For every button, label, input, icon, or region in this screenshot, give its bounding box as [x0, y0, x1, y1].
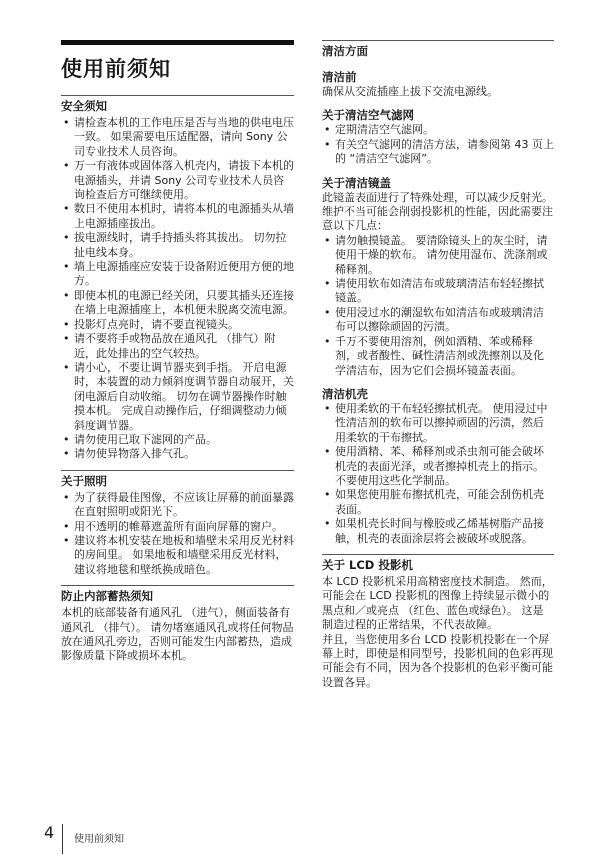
list-item: • 定期清洁空气滤网。 [322, 123, 554, 137]
lcd-section [322, 554, 554, 690]
list-item: • 即使本机的电源已经关闭，只要其插头还连接在墙上电源插座上，本机便未脱离交流电源。 [61, 289, 294, 318]
filter-heading: 关于清洁空气滤网 [322, 108, 414, 123]
safety-heading: 安全须知 [61, 99, 107, 113]
list-item: • 请勿触摸镜盖。 要清除镜头上的灰尘时，请使用干燥的软布。 请勿使用湿布、洗涤剂或稀释剂。 [322, 234, 554, 277]
lcd-heading: 关于 LCD 投影机 [322, 557, 413, 572]
safety-list [61, 116, 294, 462]
list-item: • 如果机壳长时间与橡胶或乙烯基树脂产品接触，机壳的表面涂层将会被破坏或脱落。 [322, 517, 554, 546]
cleaning-heading: 清洁方面 [322, 44, 368, 58]
list-item: • 数日不使用本机时，请将本机的电源插头从墙上电源插座拔出。 [61, 202, 294, 231]
heat-heading: 防止内部蓄热须知 [61, 589, 153, 604]
list-item: • 万一有液体或固体落入机壳内，请拔下本机的电源插头，并请 Sony 公司专业技术人员咨询检查后方可继续使用。 [61, 159, 294, 202]
list-item: • 如果您使用脏布擦拭机壳，可能会刮伤机壳表面。 [322, 488, 554, 517]
list-item: • 千万不要使用溶剂，例如酒精、苯或稀释剂，或者酸性、碱性清洁剂或洗擦剂以及化学清洁布，因为它们会损坏镜盖表面。 [322, 335, 554, 378]
list-item: • 使用柔软的干布轻轻擦拭机壳。 使用浸过中性清洁剂的软布可以擦掉顽固的污渍，然后用柔软的干布擦拭。 [322, 402, 554, 445]
lighting-heading: 关于照明 [61, 473, 107, 488]
list-item: • 拔电源线时，请手持插头将其拔出。 切勿拉扯电线本身。 [61, 231, 294, 260]
left-column [61, 40, 294, 664]
list-item: • 有关空气滤网的清洁方法，请参阅第 43 页上的 “清洁空气滤网”。 [322, 138, 554, 167]
list-item: • 请不要将手或物品放在通风孔 （排气）附近，此处排出的空气较热。 [61, 332, 294, 361]
heat-paragraph: 本机的底部装备有通风孔 （进气），侧面装备有通风孔 （排气）。 请勿堵塞通风孔或将任何物品放在通风孔旁边，否则可能发生内部蓄热，造成影像质量下降或损坏本机。 [61, 606, 294, 663]
list-item: • 请检查本机的工作电压是否与当地的供电电压一致。 如果需要电压适配器，请向 Sony 公司专业技术人员咨询。 [61, 116, 294, 159]
filter-list [322, 123, 554, 166]
list-item: • 为了获得最佳图像，不应该让屏幕的前面暴露在直射照明或阳光下。 [61, 491, 294, 520]
cabinet-list [322, 402, 554, 546]
before-cleaning-heading: 清洁前 [322, 70, 357, 84]
list-item: • 用不透明的帷幕遮盖所有面向屏幕的窗户。 [61, 520, 294, 534]
footer-label: 使用前须知 [74, 834, 124, 845]
lens-paragraph-2: 维护不当可能会削弱投影机的性能，因此需要注意以下几点： [322, 205, 553, 233]
heat-section [61, 585, 294, 664]
title-rule [61, 40, 294, 45]
list-item: • 请使用软布如清洁布或玻璃清洁布轻轻擦拭镜盖。 [322, 277, 554, 306]
list-item: • 建议将本机安装在地板和墙壁未采用反光材料的房间里。 如果地板和墙壁采用反光材料，建议将地毯和壁纸换成暗色。 [61, 534, 294, 577]
cabinet-heading: 清洁机壳 [322, 386, 368, 401]
lcd-paragraph-2: 并且，当您使用多台 LCD 投影机投影在一个屏幕上时，即使是相同型号，投影机间的色彩再现可能会有不同，因为各个投影机的色彩平衡可能设置各异。 [322, 632, 553, 689]
list-item: • 请勿使用已取下滤网的产品。 [61, 433, 294, 447]
lighting-list [61, 491, 294, 577]
list-item: • 墙上电源插座应安装于设备附近便用方便的地方。 [61, 260, 294, 289]
before-cleaning-paragraph: 确保从交流插座上拔下交流电源线。 [322, 85, 498, 98]
lens-heading: 关于清洁镜盖 [322, 175, 391, 190]
right-column [322, 40, 554, 690]
list-item: • 使用酒精、苯、稀释剂或杀虫剂可能会破坏机壳的表面光泽，或者擦掉机壳上的指示。 不要使用这些化学制品。 [322, 445, 554, 488]
page-title: 使用前须知 [61, 57, 171, 81]
page-number: 4 [44, 823, 55, 842]
safety-section [61, 95, 294, 462]
lcd-paragraph-1: 本 LCD 投影机采用高精密度技术制造。 然而，可能会在 LCD 投影机的图像上持续显示微小的黑点和／或亮点 （红色、蓝色或绿色）。 这是制造过程的正常结果，不代表故障。 [322, 574, 553, 632]
cleaning-section [322, 40, 554, 546]
lighting-section [61, 470, 294, 577]
list-item: • 请勿使异物落入排气孔。 [61, 447, 294, 461]
list-item: • 使用浸过水的潮湿软布如清洁布或玻璃清洁布可以擦除顽固的污渍。 [322, 306, 554, 335]
list-item: • 投影灯点亮时，请不要直视镜头。 [61, 318, 294, 332]
footer-divider [62, 824, 63, 854]
lens-paragraph-1: 此镜盖表面进行了特殊处理，可以减少反射光。 [322, 190, 553, 204]
lens-list [322, 234, 554, 378]
list-item: • 请小心，不要让调节器夹到手指。 开启电源时，本装置的动力倾斜度调节器自动展开，关闭电源后自动收缩。 切勿在调节器操作时触摸本机。 完成自动操作后，仔细调整动力倾斜度调节器。 [61, 361, 294, 433]
